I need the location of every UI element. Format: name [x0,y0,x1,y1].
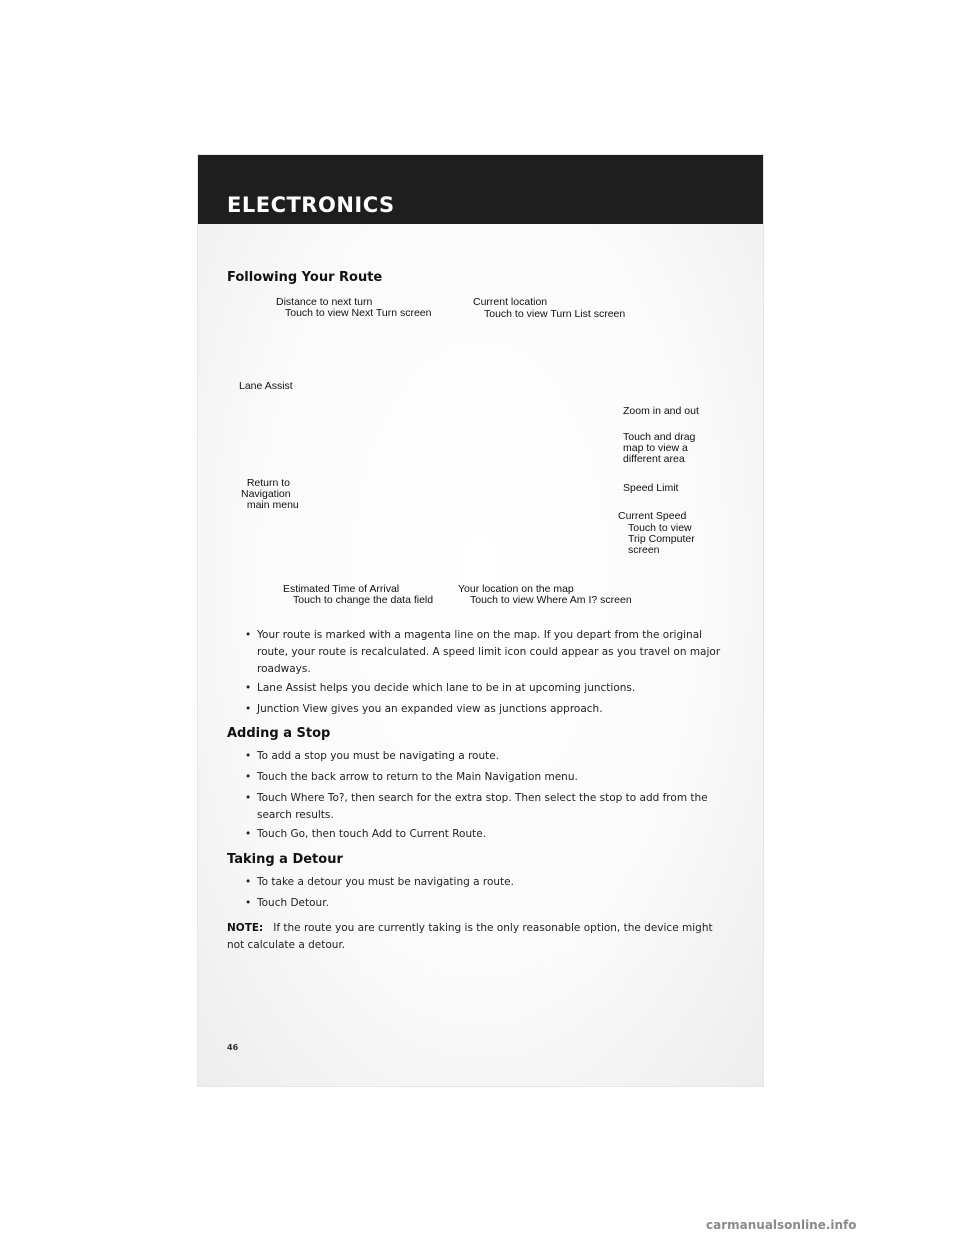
watermark: carmanualsonline.info [706,1218,857,1232]
callout-current-speed-title: Current Speed [618,510,687,522]
callout-current-speed-action: Touch to view Trip Computer screen [628,522,695,556]
adding-stop-heading: Adding a Stop [227,726,331,741]
list-item: • Touch Go, then touch Add to Current Route. [245,828,487,840]
callout-eta-action: Touch to change the data field [293,594,434,606]
callout-eta-title: Estimated Time of Arrival [283,583,400,595]
callout-zoom: Zoom in and out [623,405,699,417]
callout-map-location-action: Touch to view Where Am I? screen [470,594,632,606]
list-item: • Lane Assist helps you decide which lane to be in at upcoming junctions. [245,682,636,694]
manual-page [198,155,763,1086]
callout-distance-title: Distance to next turn [276,296,373,308]
callout-distance-action: Touch to view Next Turn screen [285,307,432,319]
list-item: • To take a detour you must be navigating a route. [245,876,514,888]
list-item: • Your route is marked with a magenta line on the map. If you depart from the original route, your route is recalculated. A speed limit icon could appear as you travel on major roadways. [245,629,721,675]
list-item: • To add a stop you must be navigating a route. [245,750,500,762]
callout-speed-limit: Speed Limit [623,482,679,494]
callout-location-action: Touch to view Turn List screen [484,308,626,320]
page-number: 46 [227,1043,239,1052]
following-route-heading: Following Your Route [227,270,383,285]
section-title: ELECTRONICS [227,193,395,217]
callout-location-title: Current location [473,296,548,308]
note-text: If the route you are currently taking is the only reasonable option, the device might not calculate a detour. [227,922,713,951]
note-paragraph [227,920,732,954]
list-item: • Touch Detour. [245,897,329,909]
callout-lane-assist: Lane Assist [239,380,293,392]
callout-return-menu: Return to Navigation main menu [241,477,299,511]
callout-drag-map: Touch and drag map to view a different area [623,431,696,465]
list-item: • Junction View gives you an expanded view as junctions approach. [245,703,603,715]
list-item: • Touch the back arrow to return to the Main Navigation menu. [245,771,578,783]
list-item: • Touch Where To?, then search for the extra stop. Then select the stop to add from the search results. [245,792,708,821]
section-header-bar [198,155,763,224]
detour-heading: Taking a Detour [227,852,343,867]
note-label: NOTE: [227,922,264,934]
callout-map-location-title: Your location on the map [458,583,574,595]
